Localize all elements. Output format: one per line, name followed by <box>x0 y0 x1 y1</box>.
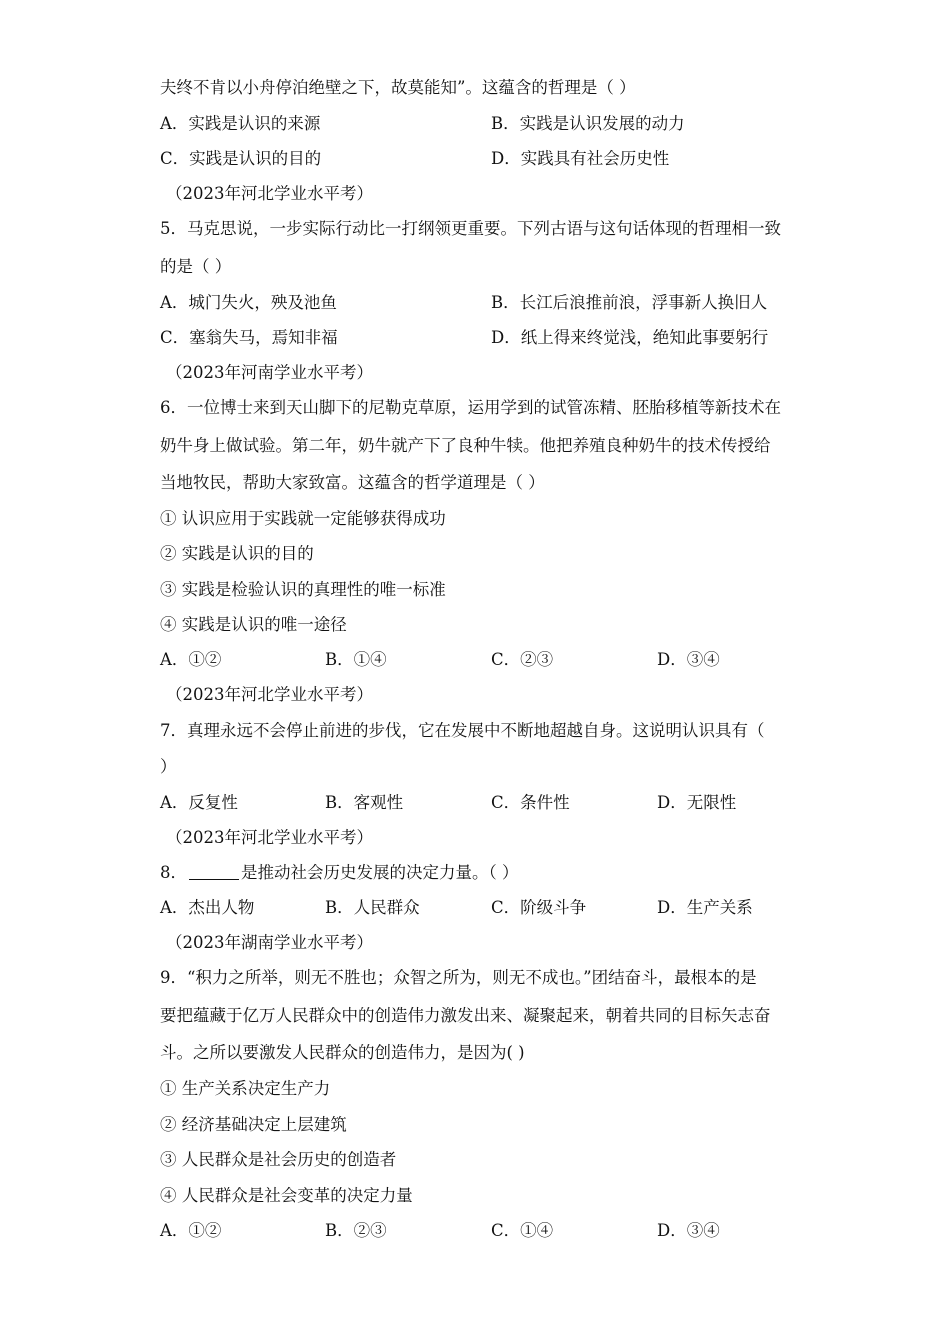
q6-option-c: C．②③ <box>491 650 554 669</box>
q5-stem-line2: 的是（ ） <box>160 257 232 276</box>
q9-stem-line3: 斗。之所以要激发人民群众的创造伟力，是因为( ) <box>160 1043 525 1062</box>
q9-stem-line2: 要把蕴藏于亿万人民群众中的创造伟力激发出来、凝聚起来，朝着共同的目标矢志奋 <box>160 1006 771 1025</box>
q7-option-d: D．无限性 <box>657 793 737 812</box>
q8-number: 8． <box>160 863 187 882</box>
q8-option-b: B．人民群众 <box>325 898 420 917</box>
q7-option-b: B．客观性 <box>325 793 404 812</box>
q5-source: （2023年河北学业水平考） <box>166 184 373 203</box>
q8-option-a: A．杰出人物 <box>160 898 255 917</box>
q6-item-4: ④ 实践是认识的唯一途径 <box>160 615 347 634</box>
q8-stem-text: 是推动社会历史发展的决定力量。（ ） <box>241 863 519 882</box>
q6-item-1: ① 认识应用于实践就一定能够获得成功 <box>160 509 446 528</box>
q5-option-d: D．纸上得来终觉浅，绝知此事要躬行 <box>491 328 769 347</box>
q6-item-2: ② 实践是认识的目的 <box>160 544 314 563</box>
q8-option-c: C．阶级斗争 <box>491 898 587 917</box>
q9-item-4: ④ 人民群众是社会变革的决定力量 <box>160 1186 413 1205</box>
q5-option-b: B．长江后浪推前浪，浮事新人换旧人 <box>491 293 768 312</box>
q4-stem: 夫终不肯以小舟停泊绝壁之下，故莫能知”。这蕴含的哲理是（ ） <box>160 78 636 97</box>
q7-stem-line2: ） <box>160 757 177 776</box>
q6-option-b: B．①④ <box>325 650 387 669</box>
q7-option-c: C．条件性 <box>491 793 570 812</box>
q9-item-2: ② 经济基础决定上层建筑 <box>160 1115 347 1134</box>
q8-source: （2023年河北学业水平考） <box>166 828 373 847</box>
q9-source: （2023年湖南学业水平考） <box>166 933 373 952</box>
q9-option-a: A．①② <box>160 1221 222 1240</box>
q6-option-a: A．①② <box>160 650 222 669</box>
q9-item-1: ① 生产关系决定生产力 <box>160 1079 331 1098</box>
q6-source: （2023年河南学业水平考） <box>166 363 373 382</box>
q4-option-c: C．实践是认识的目的 <box>160 149 322 168</box>
q9-option-d: D．③④ <box>657 1221 720 1240</box>
q8-stem <box>160 861 519 885</box>
q9-option-b: B．②③ <box>325 1221 387 1240</box>
q8-fill-blank <box>189 863 239 880</box>
q6-option-d: D．③④ <box>657 650 720 669</box>
q9-item-3: ③ 人民群众是社会历史的创造者 <box>160 1150 397 1169</box>
q6-item-3: ③ 实践是检验认识的真理性的唯一标准 <box>160 580 446 599</box>
q6-stem-line1: 6．一位博士来到天山脚下的尼勒克草原，运用学到的试管冻精、胚胎移植等新技术在 <box>160 398 781 417</box>
q4-option-d: D．实践具有社会历史性 <box>491 149 670 168</box>
q5-option-a: A．城门失火，殃及池鱼 <box>160 293 337 312</box>
q6-stem-line3: 当地牧民，帮助大家致富。这蕴含的哲学道理是（ ） <box>160 473 545 492</box>
q9-stem-line1: 9．“积力之所举，则无不胜也；众智之所为，则无不成也。”团结奋斗，最根本的是 <box>160 968 757 987</box>
q9-option-c: C．①④ <box>491 1221 554 1240</box>
q7-option-a: A．反复性 <box>160 793 238 812</box>
q7-stem-line1: 7．真理永远不会停止前进的步伐，它在发展中不断地超越自身。这说明认识具有（ <box>160 721 765 740</box>
q7-source: （2023年河北学业水平考） <box>166 685 373 704</box>
q6-stem-line2: 奶牛身上做试验。第二年，奶牛就产下了良种牛犊。他把养殖良种奶牛的技术传授给 <box>160 436 771 455</box>
q8-option-d: D．生产关系 <box>657 898 753 917</box>
q5-stem-line1: 5．马克思说，一步实际行动比一打纲领更重要。下列古语与这句话体现的哲理相一致 <box>160 219 781 238</box>
q4-option-b: B．实践是认识发展的动力 <box>491 114 685 133</box>
q5-option-c: C．塞翁失马，焉知非福 <box>160 328 338 347</box>
q4-option-a: A．实践是认识的来源 <box>160 114 321 133</box>
